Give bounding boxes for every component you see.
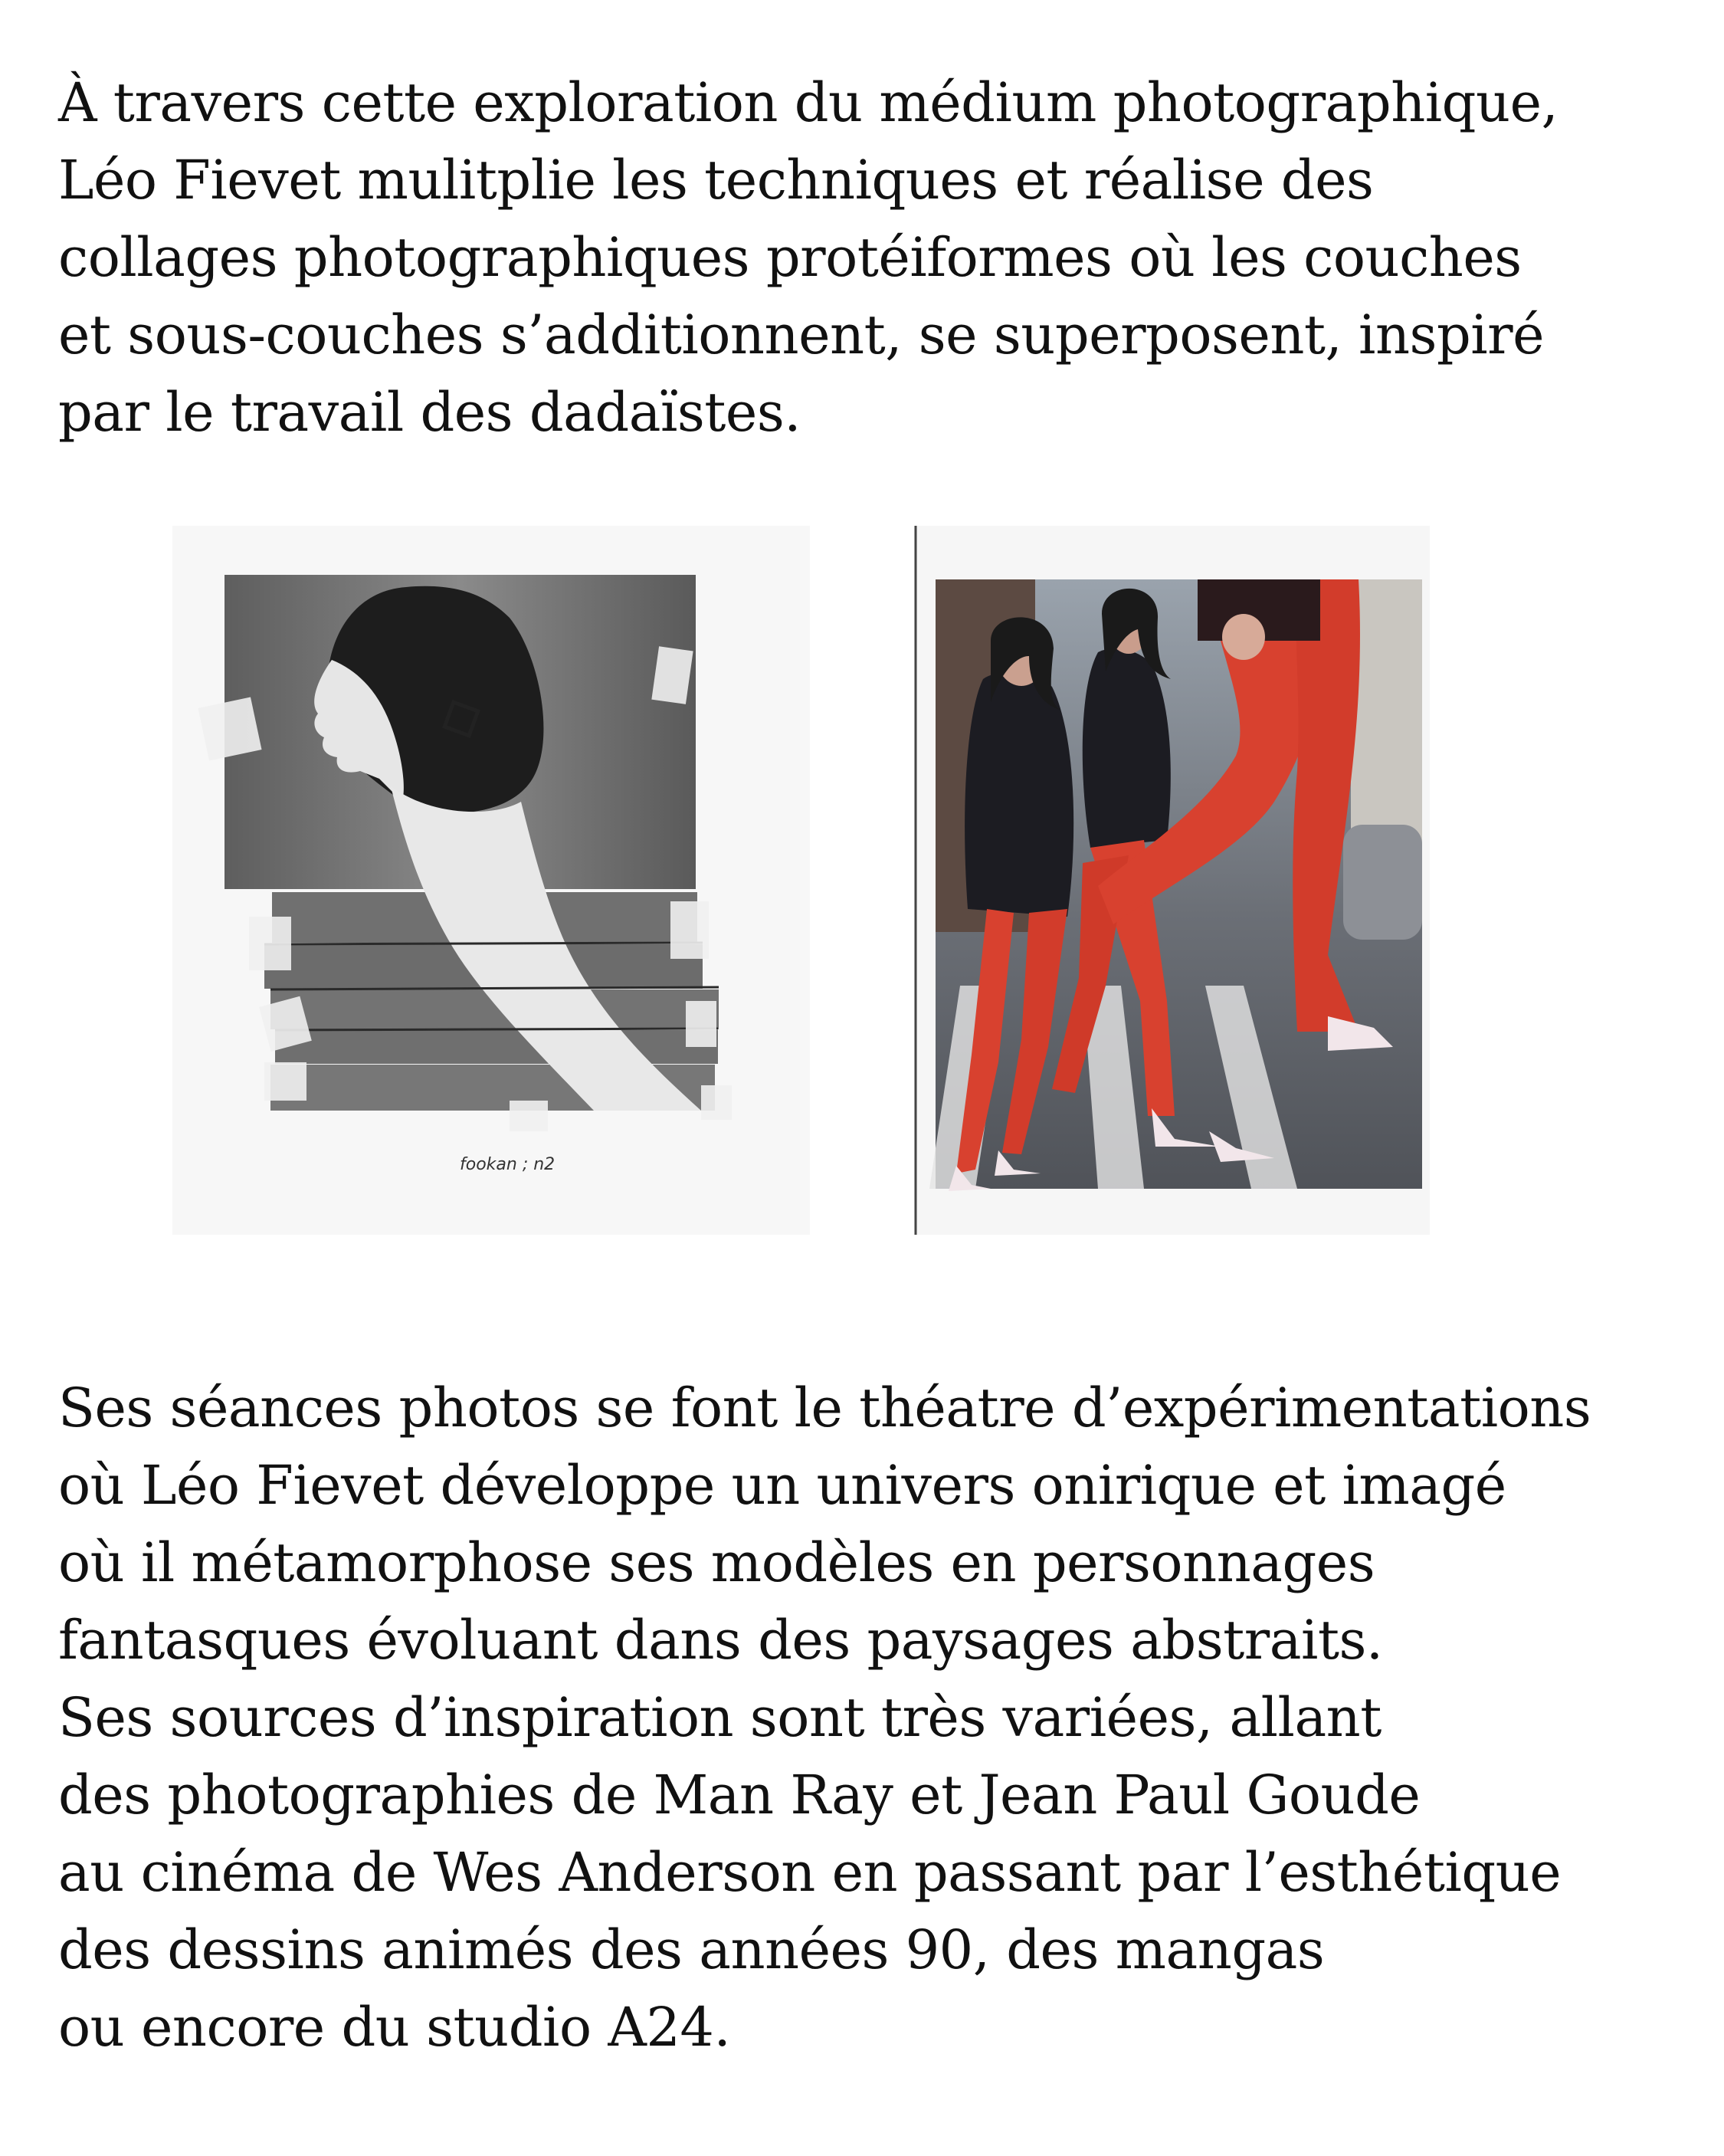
tape-piece xyxy=(249,917,291,970)
signature-text: fookan ; n2 xyxy=(460,1155,556,1174)
body-paragraph xyxy=(58,1370,1591,2066)
body-line: des photographies de Man Ray et Jean Paul Goude xyxy=(58,1764,1421,1826)
tape-piece xyxy=(670,901,709,959)
intro-line: Léo Fievet mulitplie les techniques et réalise des xyxy=(58,149,1374,212)
intro-line: À travers cette exploration du médium photographique, xyxy=(58,71,1558,134)
body-line: Ses séances photos se font le théatre d’expérimentations xyxy=(58,1377,1591,1439)
tape-piece xyxy=(686,1001,716,1047)
hand-shape xyxy=(1222,614,1265,660)
red-tights-collage xyxy=(914,526,1430,1235)
parked-car xyxy=(1343,825,1422,940)
body-line: ou encore du studio A24. xyxy=(58,1996,731,2059)
intro-line: et sous-couches s’additionnent, se superposent, inspiré xyxy=(58,304,1545,366)
body-line: au cinéma de Wes Anderson en passant par l’esthétique xyxy=(58,1841,1562,1904)
body-line: où il métamorphose ses modèles en personnages xyxy=(58,1531,1375,1594)
body-line: des dessins animés des années 90, des mangas xyxy=(58,1918,1325,1981)
strip-seam xyxy=(275,1029,718,1030)
body-line: fantasques évoluant dans des paysages abstraits. xyxy=(58,1609,1383,1672)
body-line: où Léo Fievet développe un univers onirique et imagé xyxy=(58,1454,1506,1517)
jacket-figure-2 xyxy=(1083,648,1171,848)
photo-strip xyxy=(275,1030,718,1064)
bw-portrait-collage xyxy=(172,526,810,1235)
bw-portrait-collage-svg xyxy=(172,526,810,1235)
intro-line: collages photographiques protéiformes où les couches xyxy=(58,226,1522,289)
tape-piece xyxy=(198,697,261,760)
red-tights-collage-svg xyxy=(914,526,1430,1235)
strip-seam xyxy=(264,943,703,944)
intro-paragraph xyxy=(58,64,1558,451)
body-line: Ses sources d’inspiration sont très variées, allant xyxy=(58,1686,1381,1749)
tape-piece xyxy=(701,1085,732,1120)
jacket-figure-1 xyxy=(965,672,1073,917)
intro-line: par le travail des dadaïstes. xyxy=(58,381,801,444)
tape-piece xyxy=(264,1062,306,1101)
tape-piece xyxy=(510,1101,548,1131)
